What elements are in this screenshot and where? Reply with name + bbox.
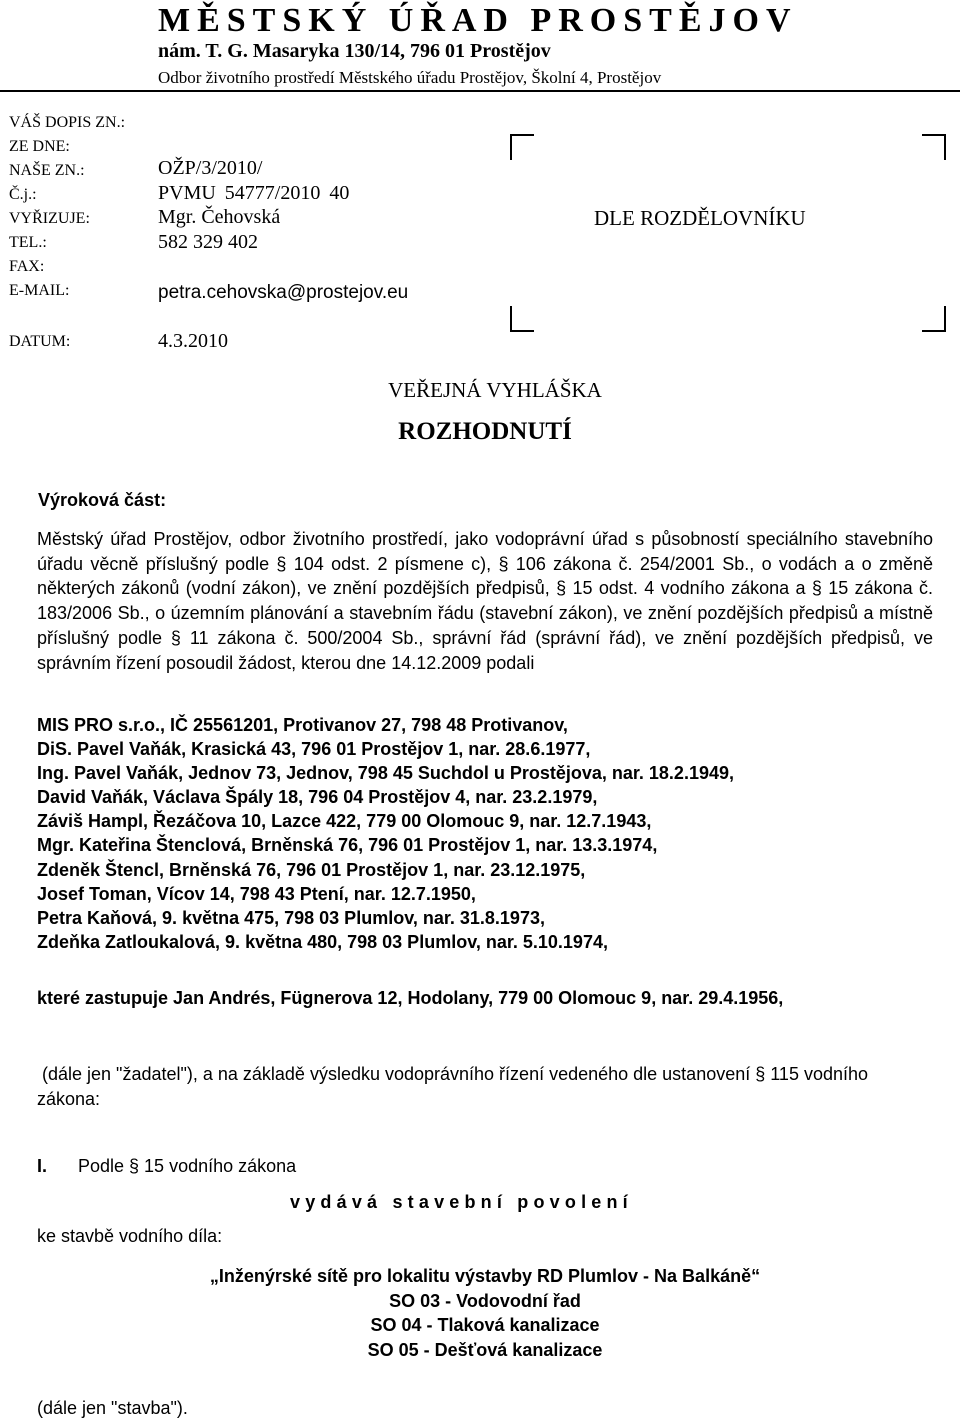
addressee: DLE ROZDĚLOVNÍKU: [594, 206, 806, 230]
address-window-corner-top-right: [922, 134, 946, 160]
representative-line: které zastupuje Jan Andrés, Fügnerova 12, Hodolany, 779 00 Olomouc 9, nar. 29.4.1956,: [37, 988, 784, 1008]
project-part: SO 05 - Dešťová kanalizace: [367, 1339, 603, 1360]
applicant-item: Josef Toman, Vícov 14, 798 43 Ptení, nar. 12.7.1950,: [37, 883, 476, 904]
office-address: nám. T. G. Masaryka 130/14, 796 01 Prostějov: [158, 40, 551, 62]
point-number: I.: [37, 1156, 48, 1176]
work-label: ke stavbě vodního díla:: [37, 1226, 223, 1246]
project-title: „Inženýrské sítě pro lokalitu výstavby RD Plumlov - Na Balkáně“: [209, 1266, 761, 1286]
intro-paragraph: Městský úřad Prostějov, odbor životního prostředí, jako vodoprávní úřad s působností speciálního stavebního úřadu věcně příslušný podle § 104 odst. 2 písmene c), § 106 zákona č. 254/2001 Sb., o vodách a o změně některých zákonů (vodní zákon), ve znění pozdějších předpisů, § 15 odst. 4 vodního zákona a § 15 zákona č. 183/2006 Sb., o územním plánování a stavebním řádu (stavební zákon), ve znění pozdějších předpisů a místně příslušný podle § 11 zákona č. 500/2004 Sb., správní řád (správní řád), ve znění pozdějších předpisů, ve správním řízení posoudil žádost, kterou dne 14.12.2009 podali: [37, 529, 933, 673]
footnote: (dále jen "stavba").: [37, 1398, 188, 1418]
fax-label: FAX:: [9, 258, 45, 275]
applicant-list: [37, 713, 734, 954]
date-label: ZE DNE:: [9, 138, 70, 155]
applicant-item: Zdeňka Zatloukalová, 9. května 480, 798 03 Plumlov, nar. 5.10.1974,: [37, 931, 608, 952]
office-department: Odbor životního prostředí Městského úřadu Prostějov, Školní 4, Prostějov: [158, 68, 662, 87]
our-ref-value: OŽP/3/2010/: [158, 157, 263, 179]
applicant-item: MIS PRO s.r.o., IČ 25561201, Protivanov 27, 798 48 Protivanov,: [37, 715, 568, 735]
applicant-item: Zdeněk Štencl, Brněnská 76, 796 01 Prostějov 1, nar. 23.12.1975,: [37, 859, 586, 880]
public-notice-title: VEŘEJNÁ VYHLÁŠKA: [388, 378, 602, 402]
address-window-corner-bottom-left: [510, 306, 534, 332]
project-part: SO 04 - Tlaková kanalizace: [370, 1315, 600, 1335]
address-window-corner-bottom-right: [922, 306, 946, 332]
applicant-item: Mgr. Kateřina Štenclová, Brněnská 76, 796 01 Prostějov 1, nar. 13.3.1974,: [37, 835, 658, 856]
email-value[interactable]: petra.cehovska@prostejov.eu: [158, 282, 409, 303]
handled-by-value: Mgr. Čehovská: [158, 206, 281, 228]
applicant-item: Petra Kaňová, 9. května 475, 798 03 Plumlov, nar. 31.8.1973,: [37, 907, 545, 928]
date-issued-value: 4.3.2010: [158, 330, 228, 352]
phone-value: 582 329 402: [158, 231, 258, 253]
project-block: [0, 1264, 960, 1362]
handled-by-label: VYŘIZUJE:: [9, 210, 90, 227]
applicant-item: David Vaňák, Václava Špály 18, 796 04 Prostějov 4, nar. 23.2.1979,: [37, 787, 598, 808]
decision-title: ROZHODNUTÍ: [398, 418, 572, 445]
applicant-item: Ing. Pavel Vaňák, Jednov 73, Jednov, 798 45 Suchdol u Prostějova, nar. 18.2.1949,: [37, 763, 734, 784]
file-no-value: PVMU 54777/2010 40: [158, 182, 350, 204]
office-name: MĚSTSKÝ ÚŘAD PROSTĚJOV: [158, 2, 798, 39]
your-letter-label: VÁŠ DOPIS ZN.:: [9, 114, 126, 131]
file-no-label: Č.j.:: [9, 186, 37, 203]
our-ref-label: NAŠE ZN.:: [9, 162, 85, 179]
permit-statement: vydává stavební povolení: [290, 1192, 633, 1212]
email-label: E-MAIL:: [9, 282, 70, 299]
phone-label: TEL.:: [9, 234, 47, 251]
applicant-item: Záviš Hampl, Řezáčova 10, Lazce 422, 779 00 Olomouc 9, nar. 12.7.1943,: [37, 811, 652, 832]
operative-part-heading: Výroková část:: [38, 490, 167, 510]
address-window-corner-top-left: [510, 134, 534, 160]
applicant-item: DiS. Pavel Vaňák, Krasická 43, 796 01 Prostějov 1, nar. 28.6.1977,: [37, 739, 591, 760]
date-issued-label: DATUM:: [9, 333, 71, 350]
project-part: SO 03 - Vodovodní řad: [389, 1290, 581, 1311]
point-statute: Podle § 15 vodního zákona: [78, 1156, 297, 1176]
header-divider: [0, 90, 960, 92]
applicant-paragraph: (dále jen "žadatel"), a na základě výsledku vodoprávního řízení vedeného dle ustanovení § 115 vodního zákona:: [37, 1064, 869, 1109]
